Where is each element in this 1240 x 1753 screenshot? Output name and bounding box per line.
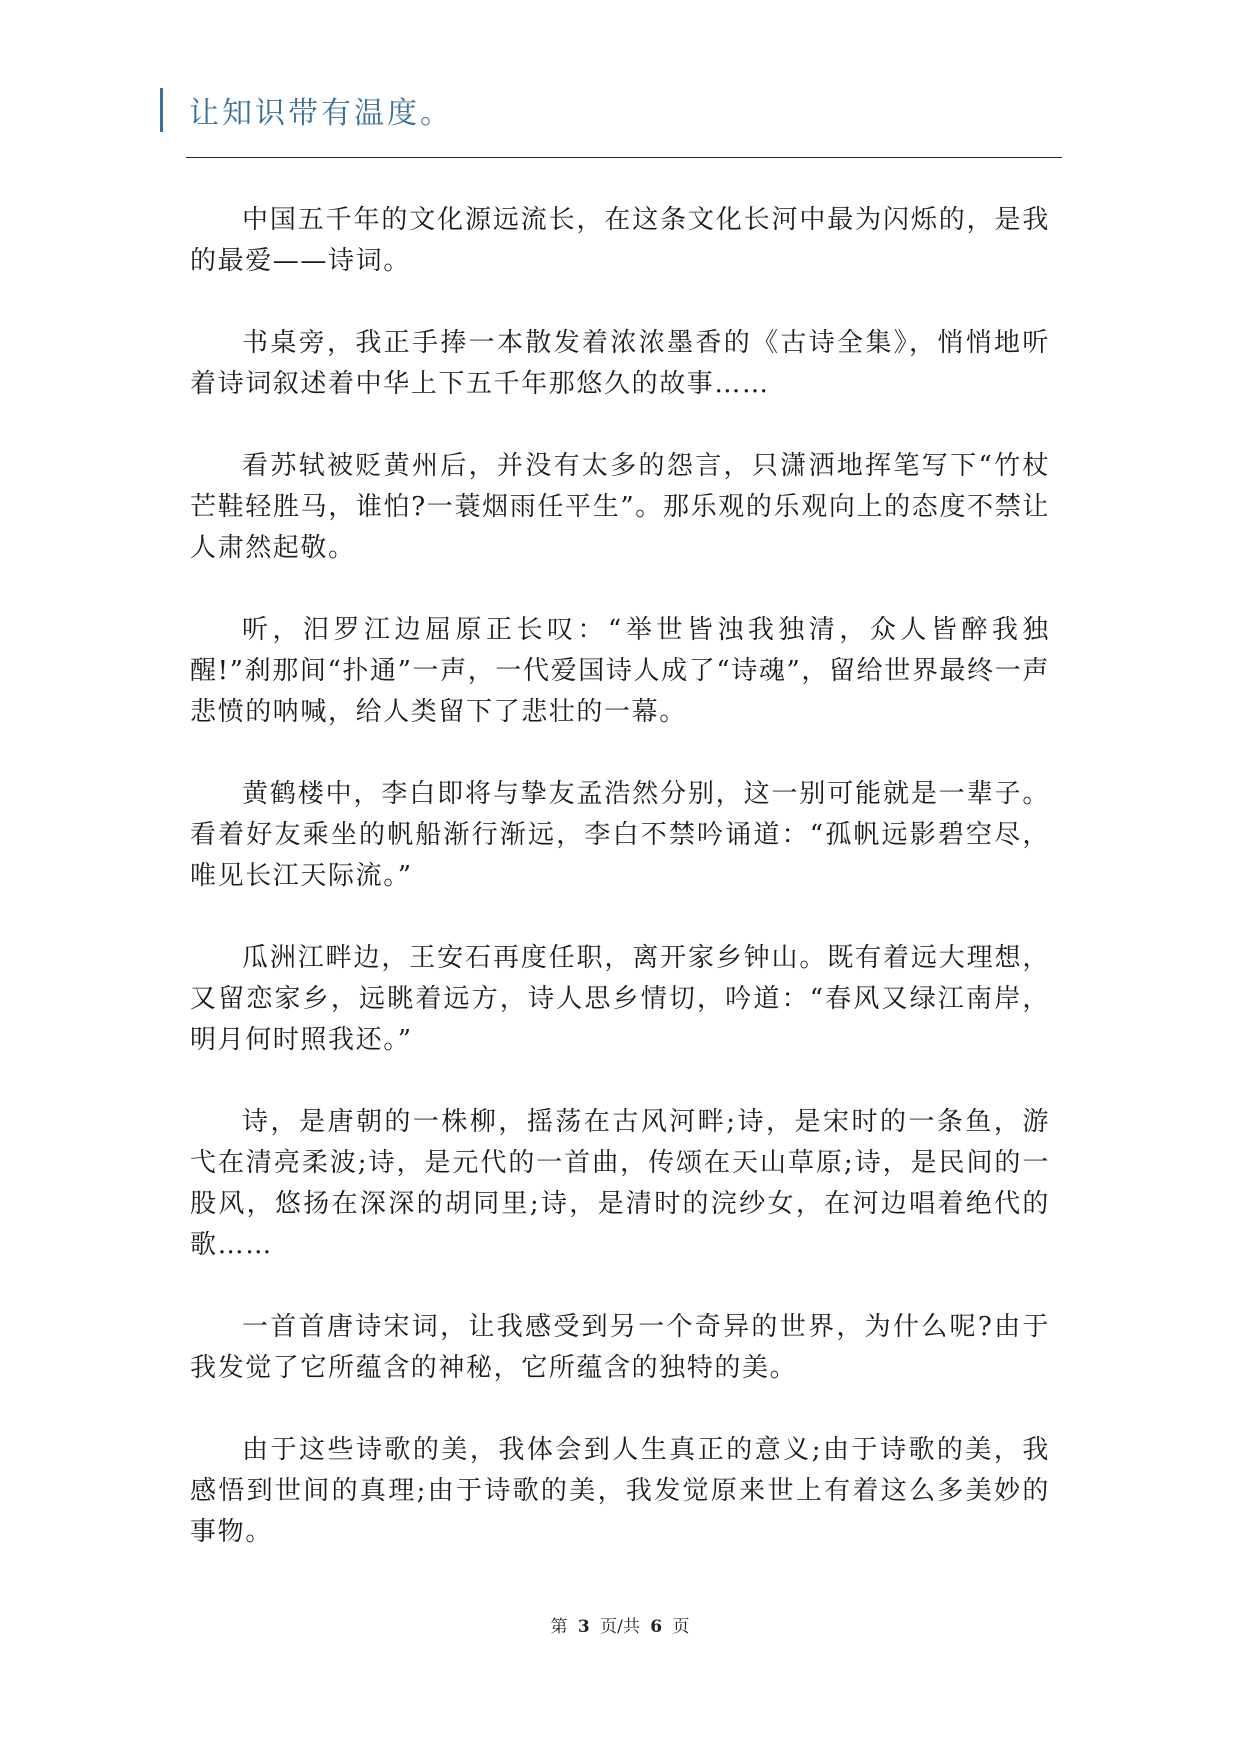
- page-header: [160, 88, 453, 132]
- document-body: [190, 200, 1050, 1594]
- paragraph-6: 瓜洲江畔边，王安石再度任职，离开家乡钟山。既有着远大理想，又留恋家乡，远眺着远方，诗人思乡情切，吟道：“春风又绿江南岸，明月何时照我还。”: [190, 943, 1050, 1055]
- paragraph-4: 听，汨罗江边屈原正长叹：“举世皆浊我独清，众人皆醉我独醒!”刹那间“扑通”一声，一代爱国诗人成了“诗魂”，留给世界最终一声悲愤的呐喊，给人类留下了悲壮的一幕。: [190, 615, 1050, 727]
- paragraph-1: 中国五千年的文化源远流长，在这条文化长河中最为闪烁的，是我的最爱——诗词。: [190, 205, 1050, 276]
- paragraph-7: 诗，是唐朝的一株柳，摇荡在古风河畔;诗，是宋时的一条鱼，游弋在清亮柔波;诗，是元代的一首曲，传颂在天山草原;诗，是民间的一股风，悠扬在深深的胡同里;诗，是清时的浣纱女，在河边唱着绝代的歌……: [190, 1107, 1050, 1260]
- footer-prefix: 第: [550, 1617, 568, 1637]
- footer-middle: 页/共: [600, 1617, 640, 1637]
- total-pages-number: 6: [650, 1617, 663, 1637]
- paragraph-3: 看苏轼被贬黄州后，并没有太多的怨言，只潇洒地挥笔写下“竹杖芒鞋轻胜马，谁怕?一蓑烟雨任平生”。那乐观的乐观向上的态度不禁让人肃然起敬。: [190, 451, 1050, 563]
- page-footer: [0, 1612, 1240, 1637]
- paragraph-5: 黄鹤楼中，李白即将与挚友孟浩然分别，这一别可能就是一辈子。看着好友乘坐的帆船渐行渐远，李白不禁吟诵道：“孤帆远影碧空尽，唯见长江天际流。”: [190, 779, 1050, 891]
- current-page-number: 3: [577, 1617, 590, 1637]
- header-title: 让知识带有温度。: [189, 96, 453, 131]
- paragraph-2: 书桌旁，我正手捧一本散发着浓浓墨香的《古诗全集》，悄悄地听着诗词叙述着中华上下五千年那悠久的故事……: [190, 328, 1050, 399]
- paragraph-9: 由于这些诗歌的美，我体会到人生真正的意义;由于诗歌的美，我感悟到世间的真理;由于诗歌的美，我发觉原来世上有着这么多美妙的事物。: [190, 1435, 1050, 1547]
- footer-suffix: 页: [672, 1617, 690, 1637]
- paragraph-8: 一首首唐诗宋词，让我感受到另一个奇异的世界，为什么呢?由于我发觉了它所蕴含的神秘，它所蕴含的独特的美。: [190, 1312, 1050, 1383]
- header-divider: [186, 157, 1062, 158]
